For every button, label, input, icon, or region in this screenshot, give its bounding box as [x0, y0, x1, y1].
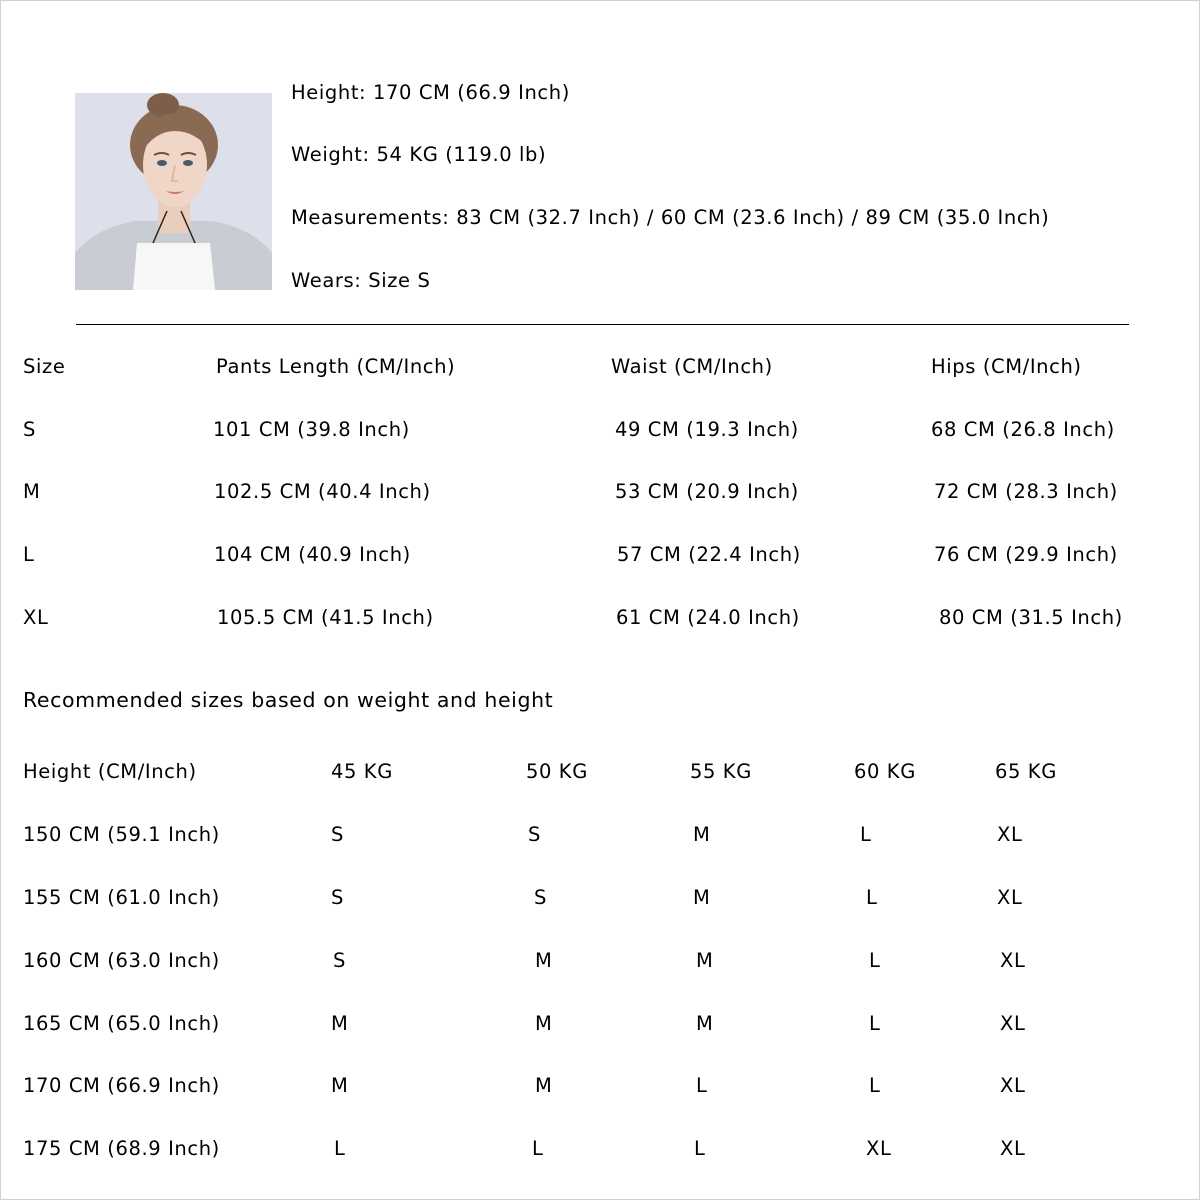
- recommendation-cell: XL: [997, 886, 1023, 909]
- recommendation-cell: M: [535, 949, 553, 972]
- recommendation-cell: XL: [1000, 1012, 1026, 1035]
- size-chart-cell: 104 CM (40.9 Inch): [214, 543, 411, 566]
- recommendation-header-cell: 45 KG: [331, 760, 393, 783]
- size-chart-header-cell: Size: [23, 355, 66, 378]
- model-portrait-icon: [75, 93, 272, 290]
- recommendation-title: Recommended sizes based on weight and height: [23, 688, 554, 712]
- size-chart-cell: 53 CM (20.9 Inch): [615, 480, 799, 503]
- recommendation-cell: XL: [997, 823, 1023, 846]
- model-wears: Wears: Size S: [291, 269, 431, 292]
- recommendation-cell: L: [869, 1012, 881, 1035]
- size-chart-cell: 61 CM (24.0 Inch): [616, 606, 800, 629]
- recommendation-cell: 150 CM (59.1 Inch): [23, 823, 220, 846]
- recommendation-header-cell: Height (CM/Inch): [23, 760, 197, 783]
- recommendation-cell: 155 CM (61.0 Inch): [23, 886, 220, 909]
- size-chart-cell: XL: [23, 606, 49, 629]
- recommendation-header-cell: 55 KG: [690, 760, 752, 783]
- model-weight: Weight: 54 KG (119.0 lb): [291, 143, 547, 166]
- recommendation-cell: L: [696, 1074, 708, 1097]
- recommendation-cell: S: [534, 886, 547, 909]
- recommendation-cell: XL: [1000, 1074, 1026, 1097]
- size-chart-header-cell: Pants Length (CM/Inch): [216, 355, 456, 378]
- size-chart-cell: M: [23, 480, 41, 503]
- size-chart-cell: 68 CM (26.8 Inch): [931, 418, 1115, 441]
- recommendation-header-cell: 50 KG: [526, 760, 588, 783]
- size-chart-header-cell: Waist (CM/Inch): [611, 355, 773, 378]
- recommendation-cell: M: [535, 1074, 553, 1097]
- recommendation-cell: L: [860, 823, 872, 846]
- size-chart-header-cell: Hips (CM/Inch): [931, 355, 1082, 378]
- section-divider: [76, 324, 1129, 325]
- recommendation-cell: L: [869, 1074, 881, 1097]
- recommendation-cell: M: [696, 949, 714, 972]
- recommendation-cell: XL: [1000, 1137, 1026, 1160]
- recommendation-cell: M: [696, 1012, 714, 1035]
- recommendation-cell: 160 CM (63.0 Inch): [23, 949, 220, 972]
- recommendation-cell: L: [334, 1137, 346, 1160]
- size-chart-cell: 101 CM (39.8 Inch): [213, 418, 410, 441]
- size-chart-cell: 49 CM (19.3 Inch): [615, 418, 799, 441]
- recommendation-cell: L: [869, 949, 881, 972]
- recommendation-cell: S: [333, 949, 346, 972]
- recommendation-cell: S: [331, 823, 344, 846]
- model-height: Height: 170 CM (66.9 Inch): [291, 81, 570, 104]
- recommendation-cell: M: [331, 1074, 349, 1097]
- size-chart-cell: 105.5 CM (41.5 Inch): [217, 606, 434, 629]
- recommendation-cell: L: [532, 1137, 544, 1160]
- size-chart-cell: 102.5 CM (40.4 Inch): [214, 480, 431, 503]
- recommendation-cell: 170 CM (66.9 Inch): [23, 1074, 220, 1097]
- size-chart-cell: 80 CM (31.5 Inch): [939, 606, 1123, 629]
- recommendation-cell: M: [693, 886, 711, 909]
- recommendation-cell: L: [694, 1137, 706, 1160]
- size-chart-cell: S: [23, 418, 36, 441]
- recommendation-header-cell: 65 KG: [995, 760, 1057, 783]
- recommendation-cell: 165 CM (65.0 Inch): [23, 1012, 220, 1035]
- recommendation-cell: S: [528, 823, 541, 846]
- recommendation-cell: 175 CM (68.9 Inch): [23, 1137, 220, 1160]
- size-chart-cell: L: [23, 543, 35, 566]
- size-chart-cell: 72 CM (28.3 Inch): [934, 480, 1118, 503]
- recommendation-cell: XL: [866, 1137, 892, 1160]
- recommendation-cell: M: [535, 1012, 553, 1035]
- recommendation-header-cell: 60 KG: [854, 760, 916, 783]
- recommendation-cell: M: [693, 823, 711, 846]
- recommendation-cell: M: [331, 1012, 349, 1035]
- model-photo: [75, 93, 272, 290]
- model-measurements: Measurements: 83 CM (32.7 Inch) / 60 CM (23.6 Inch) / 89 CM (35.0 Inch): [291, 206, 1050, 229]
- recommendation-cell: L: [866, 886, 878, 909]
- recommendation-cell: XL: [1000, 949, 1026, 972]
- size-chart-cell: 57 CM (22.4 Inch): [617, 543, 801, 566]
- size-chart-cell: 76 CM (29.9 Inch): [934, 543, 1118, 566]
- recommendation-cell: S: [331, 886, 344, 909]
